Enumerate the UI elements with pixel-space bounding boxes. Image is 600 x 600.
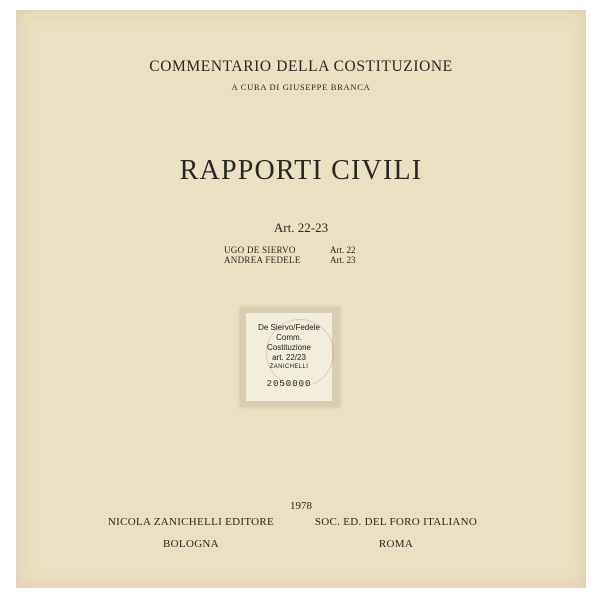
label-publisher: ZANICHELLI: [269, 364, 309, 370]
publisher-name: NICOLA ZANICHELLI EDITORE: [107, 516, 275, 528]
author-article: Art. 22: [330, 245, 356, 255]
publication-year: 1978: [290, 500, 312, 512]
articles-range: Art. 22-23: [273, 220, 329, 235]
author-row: [224, 255, 356, 265]
publisher-left: [96, 516, 286, 550]
label-sticker: [245, 312, 333, 402]
editor-line: A CURA DI GIUSEPPE BRANCA: [231, 82, 371, 92]
book-title-page: [16, 10, 586, 588]
label-line: De Siervo/Fedele: [258, 323, 320, 332]
publisher-city: BOLOGNA: [163, 538, 219, 550]
author-row: [224, 245, 356, 255]
publisher-city: ROMA: [378, 538, 414, 550]
library-label: [240, 307, 340, 407]
publisher-name: SOC. ED. DEL FORO ITALIANO: [314, 516, 478, 528]
author-name: UGO DE SIERVO: [224, 245, 296, 255]
author-name: ANDREA FEDELE: [224, 255, 301, 265]
label-code: 2050000: [266, 379, 312, 389]
page-title: RAPPORTI CIVILI: [179, 155, 423, 186]
label-line: Costituzione: [266, 343, 312, 352]
author-article: Art. 23: [330, 255, 356, 265]
label-line: Comm.: [276, 333, 302, 342]
authors-list: [224, 245, 356, 265]
label-line: art. 22/23: [272, 353, 306, 362]
series-title: COMMENTARIO DELLA COSTITUZIONE: [149, 58, 453, 75]
publisher-right: [301, 516, 491, 550]
